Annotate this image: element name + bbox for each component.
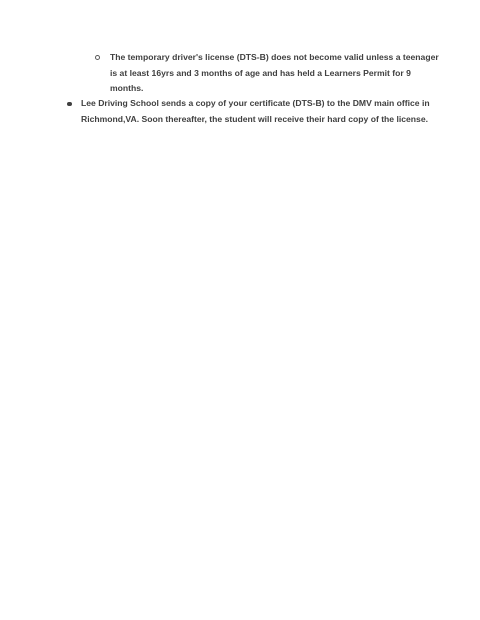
list-item-sub-bullet [110, 50, 440, 97]
hollow-circle-bullet-icon [95, 55, 100, 60]
list-item-text: Lee Driving School sends a copy of your certificate (DTS-B) to the DMV main office in Richmond,VA. Soon thereafter, the student will receive their hard copy of the license. [81, 98, 430, 124]
list-item-main-bullet [81, 96, 443, 127]
filled-circle-bullet-icon [67, 102, 72, 107]
list-item-text: The temporary driver's license (DTS-B) does not become valid unless a teenager is at least 16yrs and 3 months of age and has held a Learners Permit for 9 months. [110, 52, 439, 93]
